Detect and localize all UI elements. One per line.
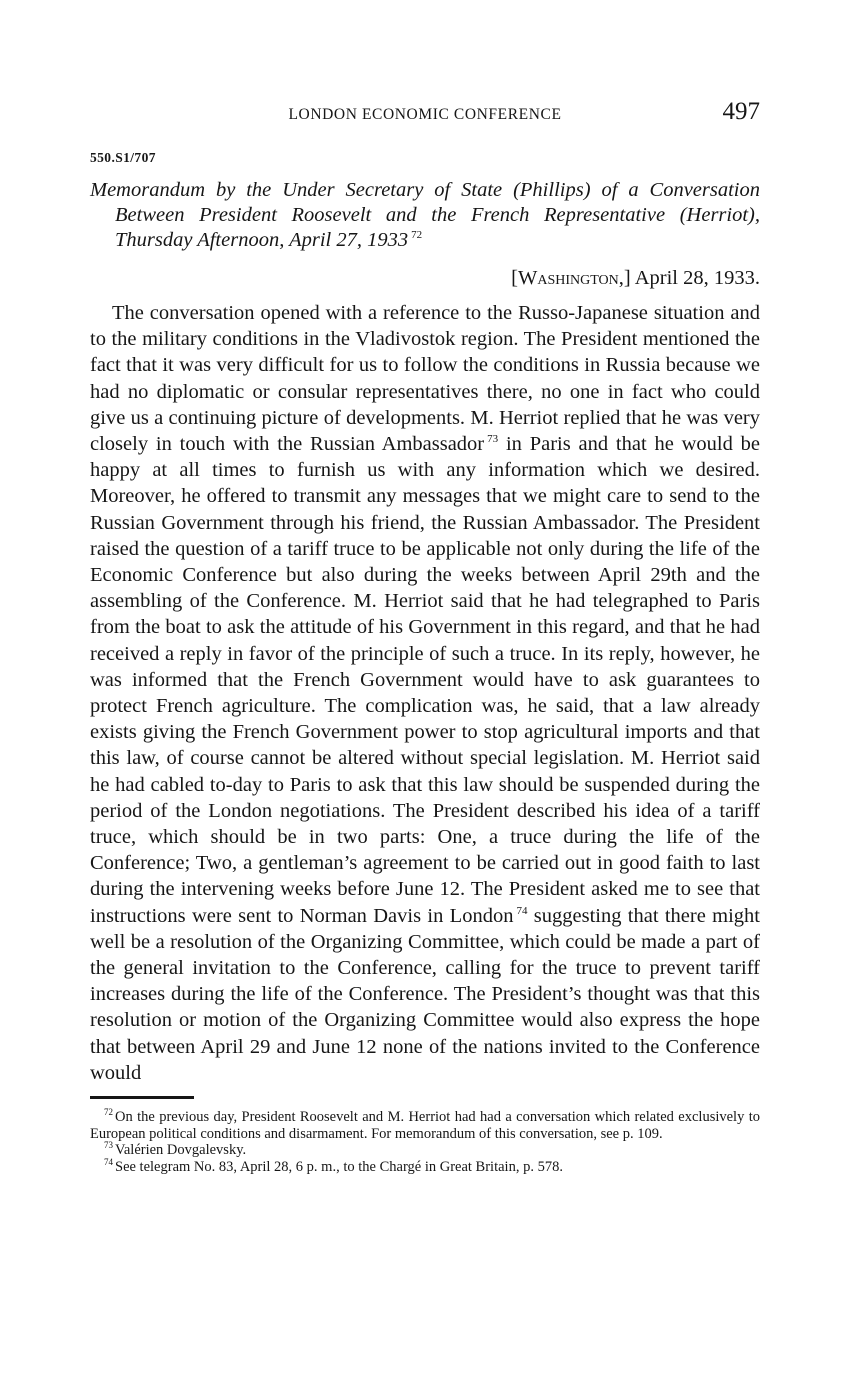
footnote-74 [90, 1156, 760, 1176]
running-title: LONDON ECONOMIC CONFERENCE [288, 106, 562, 123]
footnote-73 [90, 1142, 760, 1159]
footnote-text: See telegram No. 83, April 28, 6 p. m., to the Chargé in Great Britain, p. 578. [115, 1158, 563, 1175]
body-paragraph [90, 300, 760, 1086]
footnotes [90, 1109, 760, 1175]
body-text-part-1: The conversation opened with a reference to the Russo-Japanese situation and to the military conditions in the Vladivostok region. The President mentioned the fact that it was very difficult for us to follow the conditions in Russia because we had no diplomatic or consular representatives there, no one in fact who could give us a continuing picture of developments. M. Herriot replied that he was very closely in touch with the Russian Ambassador [90, 302, 760, 456]
running-header [90, 96, 760, 130]
dateline [90, 267, 760, 290]
footnote-number: 72 [104, 1107, 113, 1118]
document-page [90, 96, 760, 1175]
footnote-text: Valérien Dovgalevsky. [115, 1142, 247, 1159]
footnote-72 [90, 1109, 760, 1142]
footnote-ref-74: 74 [516, 904, 528, 917]
body-text-part-2: in Paris and that he would be happy at all times to furnish us with any information which we desired. Moreover, he offered to transmit any messages that we might care to send to the Russian Government through his friend, the Russian Ambassador. The President raised the question of a tariff truce to be applicable not only during the life of the Economic Conference but also during the weeks between April 29th and the assembling of the Conference. M. Herriot said that he had telegraphed to Paris from the boat to ask the attitude of his Government in this regard, and that he had received a reply in favor of the principle of such a truce. In its reply, however, he was informed that the French Government would have to ask guarantees to protect French agriculture. The complication was, he said, that a law already exists giving the French Government power to stop agricultural imports and that this law, of course cannot be altered without special legislation. M. Herriot said he had cabled to-day to Paris to ask that this law should be suspended during the period of the London negotiations. The President described his idea of a tariff truce, which should be in two parts: One, a truce during the life of the Conference; Two, a gentleman’s agreement to be carried out in good faith to last during the intervening weeks before June 12. The President asked me to see that instructions were sent to Norman Davis in London [90, 433, 760, 927]
footnote-ref-72: 72 [411, 229, 423, 242]
footnote-rule [90, 1096, 194, 1099]
document-title-text: Memorandum by the Under Secretary of State (Phillips) of a Conversation Between President Roosevelt and the French Representative (Herriot), Thursday Afternoon, April 27, 1933 [90, 179, 760, 251]
footnote-number: 73 [104, 1140, 113, 1151]
dateline-date: April 28, 1933. [630, 267, 760, 289]
document-title [90, 178, 760, 253]
page-number: 497 [722, 98, 760, 125]
file-number: 550.S1/707 [90, 150, 156, 165]
footnote-number: 74 [104, 1156, 113, 1167]
body-text-part-3: suggesting that there might well be a resolution of the Organizing Committee, which could be made a part of the general invitation to the Conference, calling for the truce to prevent tariff increases during the life of the Conference. The President’s thought was that this resolution or motion of the Organizing Committee would also express the hope that between April 29 and June 12 none of the nations invited to the Conference would [90, 904, 760, 1084]
footnote-text: On the previous day, President Roosevelt and M. Herriot had had a conversation which related exclusively to European political conditions and disarmament. For memorandum of this conversation, see p. 109. [90, 1109, 760, 1142]
dateline-place: [Washington,] [511, 267, 631, 289]
footnote-ref-73: 73 [487, 433, 499, 446]
